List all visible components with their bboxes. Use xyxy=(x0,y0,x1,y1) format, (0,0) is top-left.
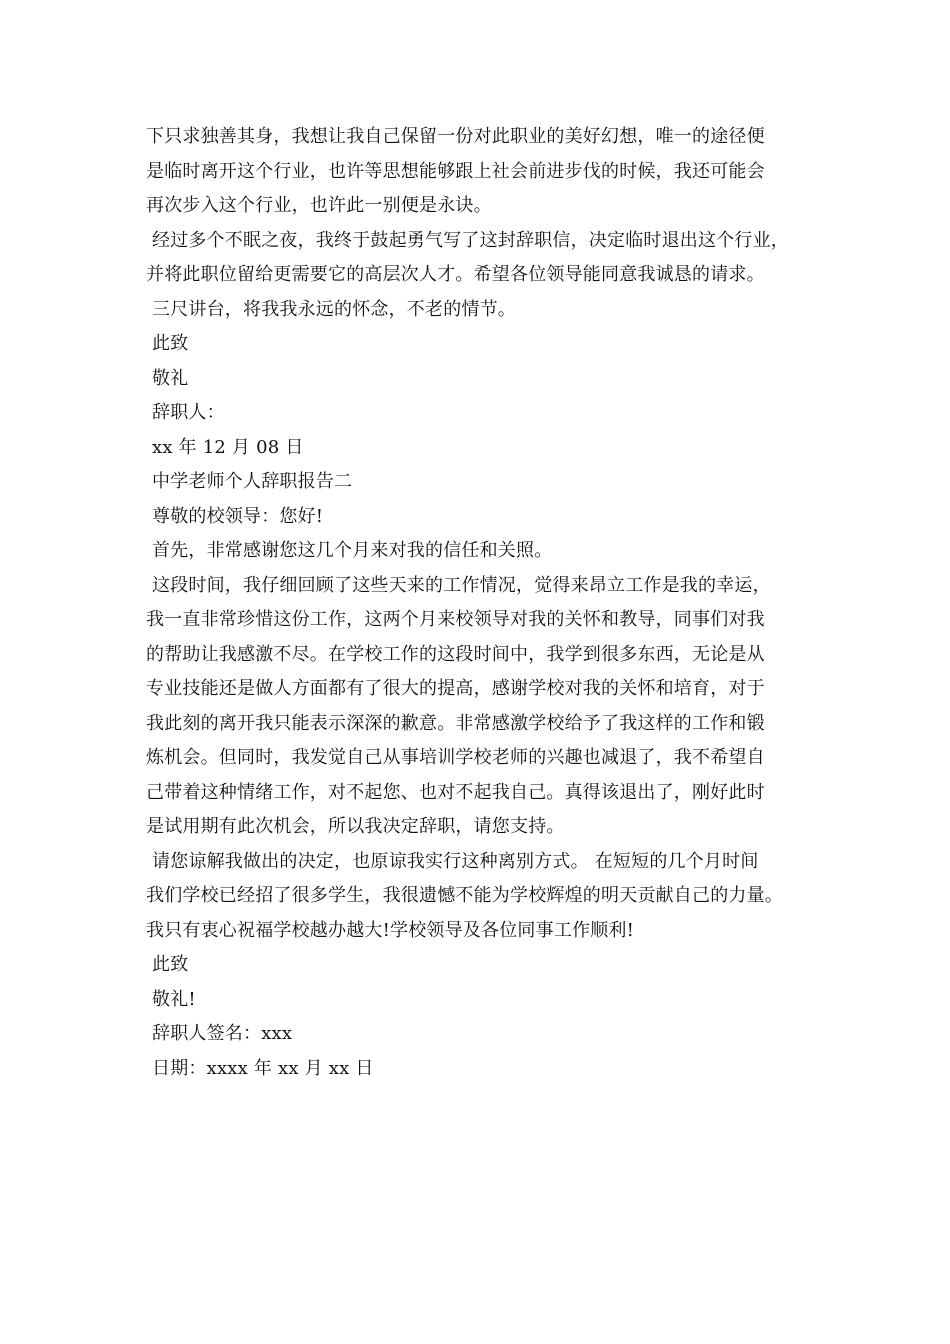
text-line: 请您谅解我做出的决定，也原谅我实行这种离别方式。 在短短的几个月时间 xyxy=(152,850,759,872)
closing-salutation: 此致 xyxy=(152,954,189,975)
text-line: 经过多个不眠之夜，我终于鼓起勇气写了这封辞职信，决定临时退出这个行业， xyxy=(152,229,789,251)
text-line: 专业技能还是做人方面都有了很大的提高，感谢学校对我的关怀和培育，对于 xyxy=(146,678,765,699)
closing-salutation: 此致 xyxy=(152,333,189,354)
text-line: 我此刻的离开我只能表示深深的歉意。非常感激学校给予了我这样的工作和锻 xyxy=(146,712,765,734)
document-body xyxy=(146,120,826,1086)
signature-line: 辞职人签名：xxx xyxy=(152,1023,293,1044)
text-line: 炼机会。但同时，我发觉自己从事培训学校老师的兴趣也减退了，我不希望自 xyxy=(146,747,765,768)
text-line: 这段时间，我仔细回顾了这些天来的工作情况，觉得来昂立工作是我的幸运， xyxy=(152,574,771,596)
text-line: 的帮助让我感激不尽。在学校工作的这段时间中，我学到很多东西，无论是从 xyxy=(146,643,765,665)
text-line: 我一直非常珍惜这份工作，这两个月来校领导对我的关怀和教导，同事们对我 xyxy=(146,609,765,630)
text-line: 再次步入这个行业，也许此一别便是永诀。 xyxy=(146,195,492,216)
text-line: 三尺讲台，将我我永远的怀念，不老的情节。 xyxy=(152,298,516,320)
text-line: 首先，非常感谢您这几个月来对我的信任和关照。 xyxy=(152,540,553,561)
text-line: 我们学校已经招了很多学生，我很遗憾不能为学校辉煌的明天贡献自己的力量。 xyxy=(146,885,783,906)
text-line: 我只有衷心祝福学校越办越大!学校领导及各位同事工作顺利! xyxy=(146,919,635,941)
text-line: 并将此职位留给更需要它的高层次人才。希望各位领导能同意我诚恳的请求。 xyxy=(146,264,765,285)
text-line: 己带着这种情绪工作，对不起您、也对不起我自己。真得该退出了，刚好此时 xyxy=(146,781,765,803)
closing-regards: 敬礼 xyxy=(152,367,189,389)
text-line: 下只求独善其身，我想让我自己保留一份对此职业的美好幻想，唯一的途径便 xyxy=(146,126,765,147)
closing-regards: 敬礼! xyxy=(152,988,196,1010)
text-line: 是临时离开这个行业，也许等思想能够跟上社会前进步伐的时候，我还可能会 xyxy=(146,160,765,182)
date-line: xx 年 12 月 08 日 xyxy=(152,436,304,458)
greeting: 尊敬的校领导：您好! xyxy=(152,505,324,527)
signature-label: 辞职人： xyxy=(152,402,225,423)
text-line: 是试用期有此次机会，所以我决定辞职，请您支持。 xyxy=(146,816,565,837)
section-title: 中学老师个人辞职报告二 xyxy=(152,471,353,492)
date-line: 日期：xxxx 年 xx 月 xx 日 xyxy=(152,1057,374,1079)
